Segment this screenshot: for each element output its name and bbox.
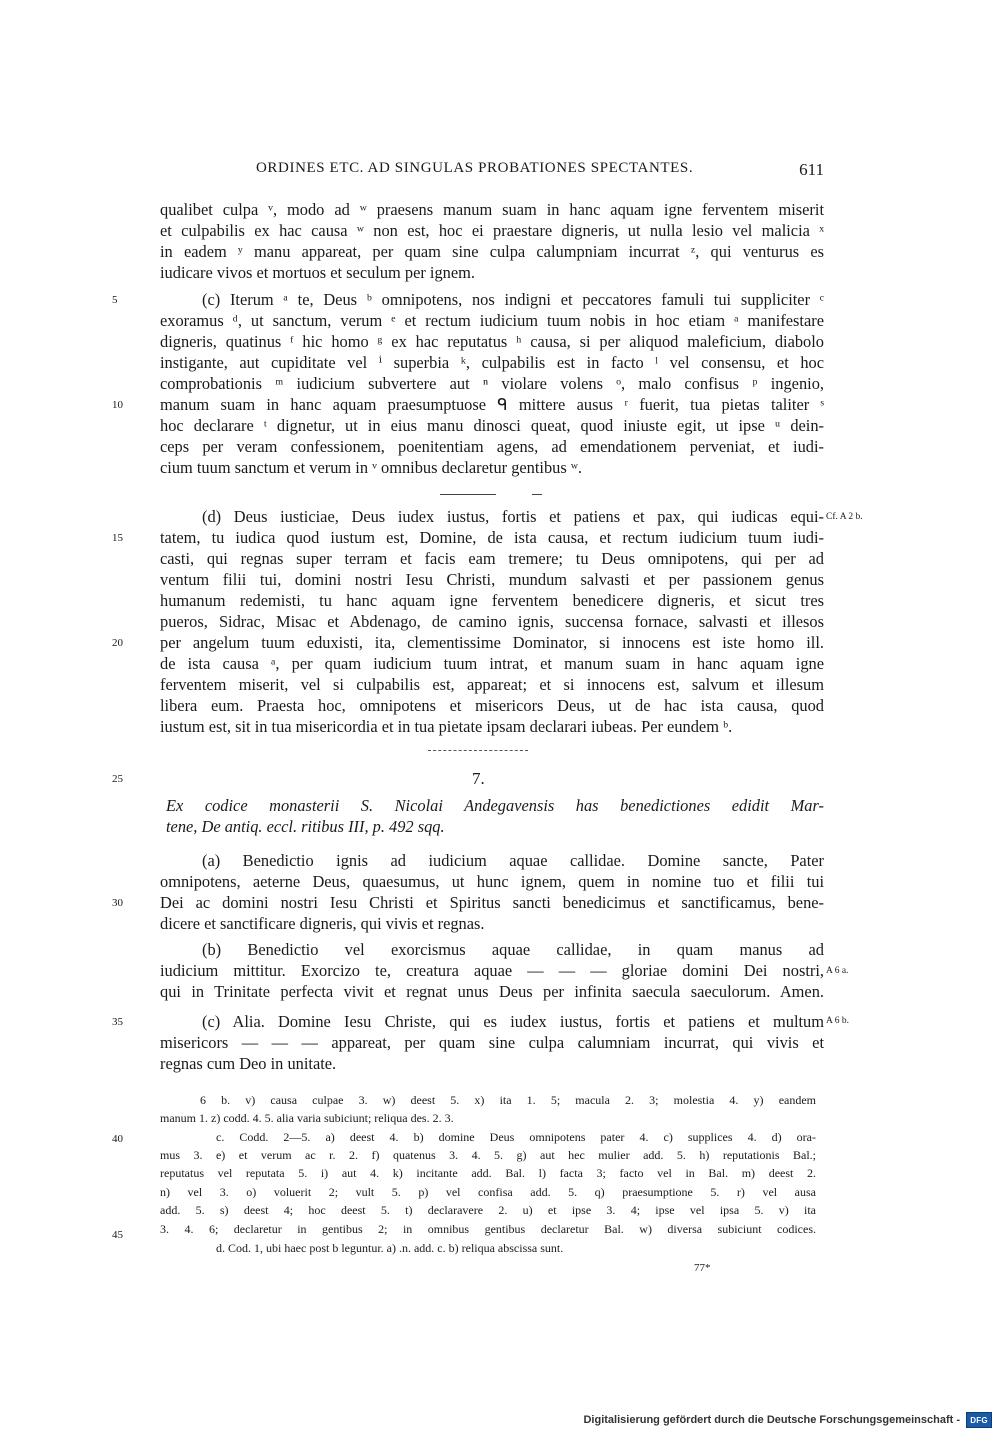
body-line: et culpabilis ex hac causa ʷ non est, hoc ei praestare digneris, ut nulla lesio vel malicia ˣ	[160, 221, 824, 240]
body-line: dicere et sanctificare digneris, qui vivis et regnas.	[160, 914, 485, 933]
body-line: regnas cum Deo in unitate.	[160, 1054, 337, 1073]
body-line: iudicium mittitur. Exorcizo te, creatura aquae — — — gloriae domini Dei nostri,	[160, 961, 824, 980]
body-line: qui in Trinitate perfecta vivit et regnat unus Deus per infinita saecula saeculorum. Amen.	[160, 982, 824, 1001]
body-line: tatem, tu iudica quod iustum est, Domine, de ista causa, et rectum iudicium tuum iudi-	[160, 528, 824, 547]
source-note: Ex codice monasterii S. Nicolai Andegavensis has benedictiones edidit Mar-	[166, 796, 824, 815]
margin-line-number: 40	[112, 1133, 123, 1145]
dfg-logo-icon	[966, 1412, 992, 1428]
body-line: ceps per veram confessionem, poenitentiam agens, ad emendationem perveniat, et iudi-	[160, 437, 824, 456]
body-line: hoc declarare ᵗ dignetur, ut in eius manu dinosci queat, quod iniuste egit, ut ipse ᵘ dein-	[160, 416, 824, 435]
body-line: digneris, quatinus ᶠ hic homo ᵍ ex hac reputatus ʰ causa, si per aliquod maleficium, diabolo	[160, 332, 824, 351]
body-line: iudicare vivos et mortuos et seculum per ignem.	[160, 263, 475, 282]
margin-line-number: 15	[112, 532, 123, 544]
margin-line-number: 5	[112, 294, 118, 306]
footnote-line: manum 1. z) codd. 4. 5. alia varia subiciunt; reliqua des. 2. 3.	[160, 1111, 454, 1125]
body-line: ventum filii tui, domini nostri Iesu Christi, mundum salvasti et per passionem genus	[160, 570, 824, 589]
footnote-line: mus 3. e) et verum ac r. 2. f) quatenus 3. 4. 5. g) aut hec mulier add. 5. h) reputationis Bal.;	[160, 1148, 816, 1162]
body-line: (d) Deus iusticiae, Deus iudex iustus, fortis et patiens et pax, qui iudicas equi-	[202, 507, 824, 526]
signature-mark: 77*	[694, 1262, 711, 1274]
body-line: exoramus ᵈ, ut sanctum, verum ᵉ et rectum iudicium tuum nobis in hoc etiam ᵃ manifestare	[160, 311, 824, 330]
body-line: humanum redemisti, tu hanc aquam igne ferventem benedicere digneris, et sicut tres	[160, 591, 824, 610]
digitization-credit	[583, 1412, 992, 1428]
footnote-line: 6 b. v) causa culpae 3. w) deest 5. x) ita 1. 5; macula 2. 3; molestia 4. y) eandem	[200, 1093, 816, 1107]
margin-cross-reference: A 6 a.	[826, 966, 849, 976]
body-line: instigante, aut cupiditate vel ⁱ superbia ᵏ, culpabilis est in facto ˡ vel consensu, et hoc	[160, 353, 824, 372]
dfg-logo-text: DFG	[970, 1415, 988, 1425]
body-line: (c) Iterum ᵃ te, Deus ᵇ omnipotens, nos indigni et peccatores famuli tui suppliciter ᶜ	[202, 290, 824, 309]
body-line: ferventem miserit, vel si culpabilis est, appareat; et si innocens est, salvum et illesum	[160, 675, 824, 694]
margin-cross-reference: A 6 b.	[826, 1016, 849, 1026]
credit-text: Digitalisierung gefördert durch die Deutsche Forschungsgemeinschaft -	[583, 1414, 960, 1426]
body-line: misericors — — — appareat, per quam sine culpa calumniam incurrat, qui vivis et	[160, 1033, 824, 1052]
body-line: (c) Alia. Domine Iesu Christe, qui es iudex iustus, fortis et patiens et multum	[202, 1012, 824, 1031]
body-line: pueros, Sidrac, Misac et Abdenago, de camino ignis, succensa fornace, salvasti et illesos	[160, 612, 824, 631]
footnote-line: reputatus vel reputata 5. i) aut 4. k) incitante add. Bal. l) facta 3; facto vel in Bal. m) deest 2.	[160, 1166, 816, 1180]
margin-line-number: 35	[112, 1016, 123, 1028]
section-divider	[440, 494, 496, 495]
margin-line-number: 10	[112, 399, 123, 411]
section-divider	[532, 494, 542, 495]
body-line: de ista causa ᵃ, per quam iudicium tuum intrat, et manum suam in hanc aquam igne	[160, 654, 824, 673]
margin-cross-reference: Cf. A 2 b.	[826, 512, 863, 522]
body-line: (a) Benedictio ignis ad iudicium aquae callidae. Domine sancte, Pater	[202, 851, 824, 870]
source-note: tene, De antiq. eccl. ritibus III, p. 492 sqq.	[166, 817, 445, 836]
body-line: in eadem ʸ manu appareat, per quam sine culpa calumpniam incurrat ᶻ, qui venturus es	[160, 242, 824, 261]
margin-line-number: 25	[112, 773, 123, 785]
body-line: (b) Benedictio vel exorcismus aquae callidae, in quam manus ad	[202, 940, 824, 959]
body-line: comprobationis ᵐ iudicium subvertere aut ⁿ violare volens ᵒ, malo confisus ᵖ ingenio,	[160, 374, 824, 393]
body-line: cium tuum sanctum et verum in ᵛ omnibus declaretur gentibus ʷ.	[160, 458, 582, 477]
footnote-line: d. Cod. 1, ubi haec post b leguntur. a) .n. add. c. b) reliqua abscissa sunt.	[216, 1241, 564, 1255]
footnote-line: 3. 4. 6; declaretur in gentibus 2; in omnibus gentibus declaretur Bal. w) diversa subiciunt codices.	[160, 1222, 816, 1236]
body-line: iustum est, sit in tua misericordia et in tua pietate ipsam declarari iubeas. Per eundem ᵇ.	[160, 717, 733, 736]
margin-line-number: 45	[112, 1229, 123, 1241]
running-header	[160, 160, 824, 186]
margin-line-number: 30	[112, 897, 123, 909]
footnote-line: n) vel 3. o) voluerit 2; vult 5. p) vel confisa add. 5. q) praesumptione 5. r) vel ausa	[160, 1185, 816, 1199]
footnote-line: c. Codd. 2—5. a) deest 4. b) domine Deus omnipotens pater 4. c) supplices 4. d) ora-	[216, 1130, 816, 1144]
section-divider	[428, 750, 528, 751]
body-line: libera eum. Praesta hoc, omnipotens et misericors Deus, ut de hac ista causa, quod	[160, 696, 824, 715]
footnote-line: add. 5. s) deest 4; hoc deest 5. t) declaravere 2. u) et ipse 3. 4; ipse vel ipsa 5. v) ita	[160, 1203, 816, 1217]
page-number: 611	[799, 160, 824, 179]
body-line: Dei ac domini nostri Iesu Christi et Spiritus sancti benedicimus et sanctificamus, bene-	[160, 893, 824, 912]
body-line: casti, qui regnas super terram et facis eam tremere; tu Deus omnipotens, qui per ad	[160, 549, 824, 568]
running-title: ORDINES ETC. AD SINGULAS PROBATIONES SPECTANTES.	[256, 160, 694, 176]
section-number: 7.	[472, 769, 485, 788]
body-line: per angelum tuum eduxisti, ita, clementissime Dominator, si innocens est iste homo ill.	[160, 633, 824, 652]
body-line: manum suam in hanc aquam praesumptuose ᑫ mittere ausus ʳ fuerit, tua pietas taliter ˢ	[160, 395, 824, 414]
margin-line-number: 20	[112, 637, 123, 649]
body-line: qualibet culpa ᵛ, modo ad ʷ praesens manum suam in hanc aquam igne ferventem miserit	[160, 200, 824, 219]
body-line: omnipotens, aeterne Deus, quaesumus, ut hunc ignem, quem in nomine tuo et filii tui	[160, 872, 824, 891]
